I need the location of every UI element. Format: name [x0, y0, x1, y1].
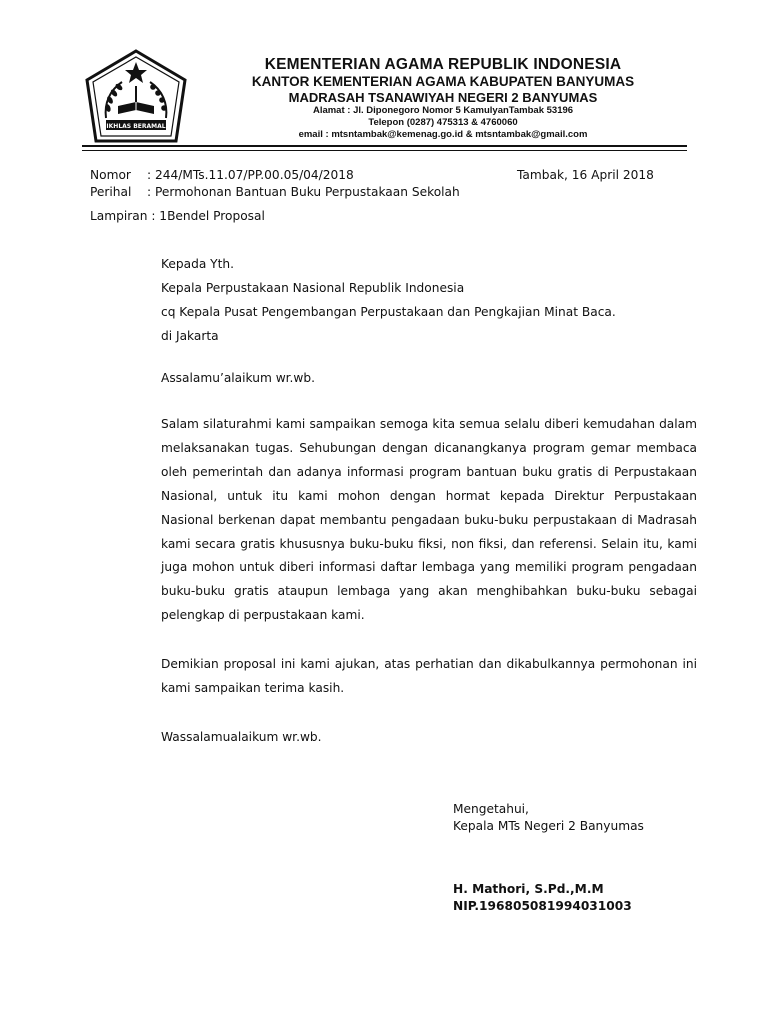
letterhead	[200, 56, 686, 141]
paragraph-line: oleh pemerintah dan adanya informasi program bantuan buku gratis di Perpustakaan	[161, 464, 697, 479]
recipient-line-4: di Jakarta	[161, 329, 219, 343]
school-address: Alamat : Jl. Diponegoro Nomor 5 KamulyanTambak 53196	[312, 105, 574, 116]
nomor-value: : 244/MTs.11.07/PP.00.05/04/2018	[147, 168, 354, 182]
perihal-value: : Permohonan Bantuan Buku Perpustakaan Sekolah	[147, 185, 460, 199]
paragraph-line: melaksanakan tugas. Sehubungan dengan dicanangkanya program gemar membaca	[161, 440, 697, 455]
lampiran: Lampiran : 1Bendel Proposal	[90, 209, 265, 223]
paragraph-line: Nasional, untuk itu kami mohon dengan hormat kepada Direktur Perpustakaan	[161, 488, 697, 503]
paragraph-line: Demikian proposal ini kami ajukan, atas perhatian dan dikabulkannya permohonan ini	[161, 657, 697, 671]
ministry-name: KEMENTERIAN AGAMA REPUBLIK INDONESIA	[264, 56, 622, 73]
body-paragraph-1	[161, 413, 697, 628]
paragraph-line: buku-buku gratis ataupun lembaga yang akan menghibahkan buku-buku sebagai	[161, 584, 697, 599]
signature-position: Kepala MTs Negeri 2 Banyumas	[453, 819, 644, 833]
paragraph-line: pelengkap di perpustakaan kami.	[161, 608, 365, 623]
paragraph-line: Salam silaturahmi kami sampaikan semoga kita semua selalu diberi kemudahan dalam	[161, 417, 697, 431]
recipient-line-3: cq Kepala Pusat Pengembangan Perpustakaan dan Pengkajian Minat Baca.	[161, 305, 616, 319]
closing: Wassalamualaikum wr.wb.	[161, 730, 322, 744]
place-date: Tambak, 16 April 2018	[517, 168, 654, 182]
nomor-label: Nomor	[90, 168, 131, 182]
body-paragraph-2	[161, 653, 697, 701]
school-phone: Telepon (0287) 475313 & 4760060	[368, 117, 518, 128]
school-name: MADRASAH TSANAWIYAH NEGERI 2 BANYUMAS	[288, 90, 598, 105]
signatory-name: H. Mathori, S.Pd.,M.M	[453, 882, 604, 896]
svg-text:IKHLAS BERAMAL: IKHLAS BERAMAL	[106, 123, 166, 130]
school-email: email : mtsntambak@kemenag.go.id & mtsntambak@gmail.com	[298, 129, 588, 140]
office-name: KANTOR KEMENTERIAN AGAMA KABUPATEN BANYUMAS	[251, 74, 635, 89]
signatory-nip: NIP.196805081994031003	[453, 899, 632, 913]
perihal-label: Perihal	[90, 185, 132, 199]
kemenag-logo-icon	[84, 48, 188, 144]
recipient-line-2: Kepala Perpustakaan Nasional Republik Indonesia	[161, 281, 465, 295]
paragraph-line: kami secara gratis khususnya buku-buku fiksi, non fiksi, dan referensi. Selain itu, kami	[161, 536, 697, 551]
signature-acknowledge: Mengetahui,	[453, 802, 529, 816]
paragraph-line: juga mohon untuk diberi informasi daftar lembaga yang memiliki program pengadaan	[161, 560, 697, 575]
greeting: Assalamu’alaikum wr.wb.	[161, 371, 316, 385]
paragraph-line: kami sampaikan terima kasih.	[161, 680, 345, 695]
letterhead-divider-thin	[82, 150, 687, 151]
paragraph-line: Nasional berkenan dapat membantu pengadaan buku-buku perpustakaan di Madrasah	[161, 512, 697, 527]
recipient-line-1: Kepada Yth.	[161, 257, 234, 271]
letterhead-divider-thick	[82, 145, 687, 147]
